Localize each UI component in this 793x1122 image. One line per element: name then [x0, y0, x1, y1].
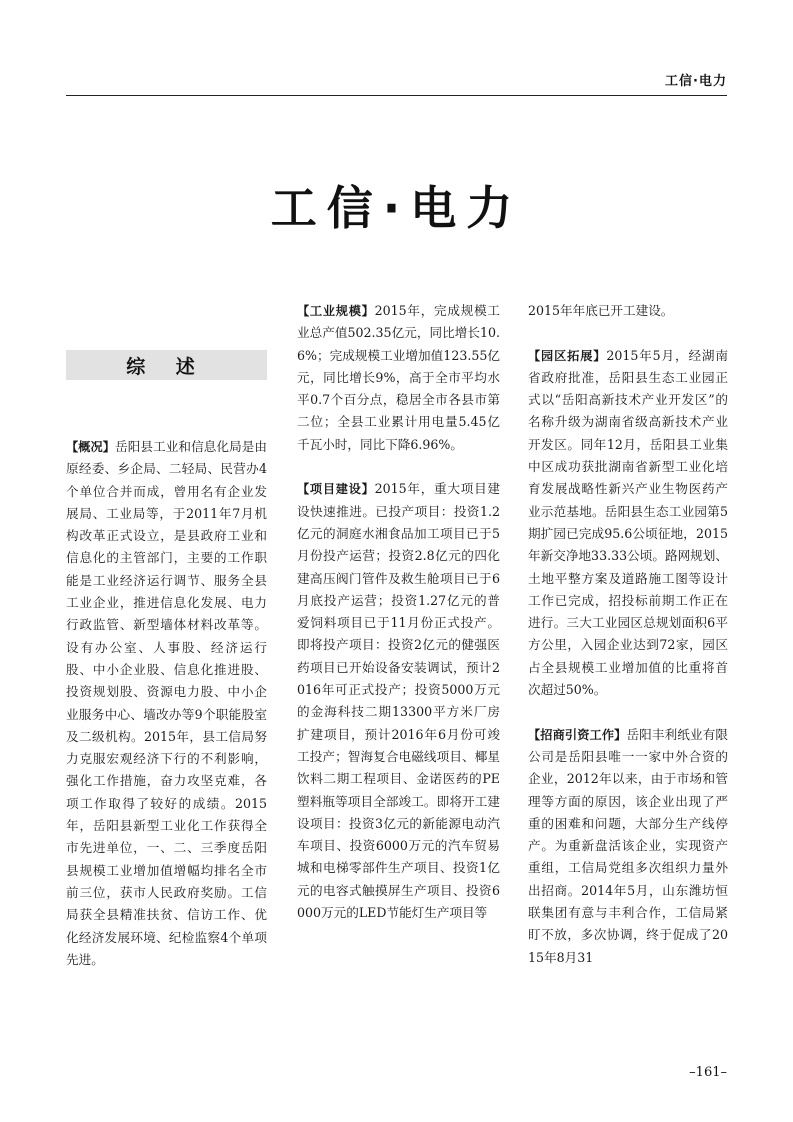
- paragraph-gap: [297, 456, 500, 478]
- paragraph-overview: [66, 436, 267, 971]
- chapter-title: 工信·电力: [270, 181, 523, 235]
- text-column-2: [297, 300, 500, 924]
- header-rule: [66, 95, 727, 96]
- section-heading-box: [66, 350, 267, 380]
- paragraph-tag: 【招商引资工作】: [528, 727, 627, 742]
- paragraph-body: 2015年5月，经湖南省政府批准，岳阳县生态工业园正式以“岳阳高新技术产业开发区”的名称升级为湖南省级高新技术产业开发区。同年12月，岳阳县工业集中区成功获批湖南省新型工业化培育发展战略性新兴产业生物医药产业示范基地。岳阳县生态工业园第5期扩园已完成95.6公顷征地，2015年新交净地33.33公顷。路网规划、土地平整方案及道路施工图等设计工作已完成，招投标前期工作正在进行。三大工业园区总规划面积6平方公里，入园企业达到72家，园区占全县规模工业增加值的比重将首次超过50%。: [528, 347, 728, 698]
- text-column-3: [528, 300, 728, 969]
- paragraph-continuation: 2015年年底已开工建设。: [528, 303, 674, 318]
- paragraph-tag: 【项目建设】: [297, 482, 375, 497]
- paragraph-tag: 【园区拓展】: [528, 348, 607, 363]
- paragraph-project-construction: [297, 478, 500, 924]
- paragraph-body: 2015年，重大项目建设快速推进。已投产项目：投资1.2亿元的洞庭水湘食品加工项目已于5月份投产运营；投资2.8亿元的四化建高压阀门管件及救生舱项目已于6月底投产运营；投资1.27亿元的普爱饲料项目已于11月份正式投产。即将投产项目：投资2亿元的健强医药项目已开始设备安装调试，预计2016年可正式投产；投资5000万元的金海科技二期13300平方米厂房扩建项目，预计2016年6月份可竣工投产；智海复合电磁线项目、椰星饮料二期工程项目、金诺医药的PE塑料瓶等项目全部竣工。即将开工建设项目：投资3亿元的新能源电动汽车项目、投资6000万元的汽车贸易城和电梯零部件生产项目、投资1亿元的电容式触摸屏生产项目、投资6000万元的LED节能灯生产项目等: [297, 481, 500, 921]
- paragraph-body: 岳阳丰利纸业有限公司是岳阳县唯一一家中外合资的企业，2012年以来，由于市场和管理等方面的原因，该企业出现了严重的困难和问题，大部分生产线停产。为重新盘活该企业，实现资产重组，工信局党组多次组织力量外出招商。2014年5月，山东潍坊恒联集团有意与丰利合作，工信局紧盯不放，多次协调，终于促成了2015年8月31: [528, 726, 729, 965]
- paragraph-park-expansion: [528, 345, 728, 702]
- paragraph-gap: [528, 322, 728, 344]
- paragraph-tag: 【工业规模】: [297, 304, 375, 318]
- paragraph-investment-promotion: [528, 724, 728, 969]
- paragraph-tag: 【概况】: [66, 440, 116, 454]
- paragraph-body: 岳阳县工业和信息化局是由原经委、乡企局、二轻局、民营办4个单位合并而成，曾用名有企业发展局、工业局等，于2011年7月机构改革正式设立，是县政府工业和信息化的主管部门，主要的工作职能是工业经济运行调节、服务全县工业企业，推进信息化发展、电力行政监管、新型墙体材料改革等。设有办公室、人事股、经济运行股、中小企业股、信息化推进股、投资规划股、资源电力股、中小企业服务中心、墙改办等9个职能股室及二级机构。2015年，县工信局努力克服宏观经济下行的不利影响，强化工作措施，奋力攻坚克难，各项工作取得了较好的成绩。2015年，岳阳县新型工业化工作获得全市先进单位，一、二、三季度岳阳县规模工业增加值增幅均排名全市前三位，获市人民政府奖励。工信局获全县精准扶贫、信访工作、优化经济发展环境、纪检监察4个单项先进。: [66, 439, 268, 967]
- section-heading: 综 述: [126, 355, 207, 378]
- text-column-1: [66, 436, 267, 971]
- running-header: 工信·电力: [665, 74, 727, 89]
- page-number: –161–: [689, 1065, 727, 1080]
- paragraph-industry-scale: [297, 300, 500, 456]
- paragraph-gap: [528, 701, 728, 723]
- paragraph-body: 2015年，完成规模工业总产值502.35亿元，同比增长10.6%；完成规模工业增加值123.55亿元，同比增长9%，高于全市平均水平0.7个百分点，稳居全市各县市第二位；全县工业累计用电量5.45亿千瓦小时，同比下降6.96%。: [297, 303, 500, 452]
